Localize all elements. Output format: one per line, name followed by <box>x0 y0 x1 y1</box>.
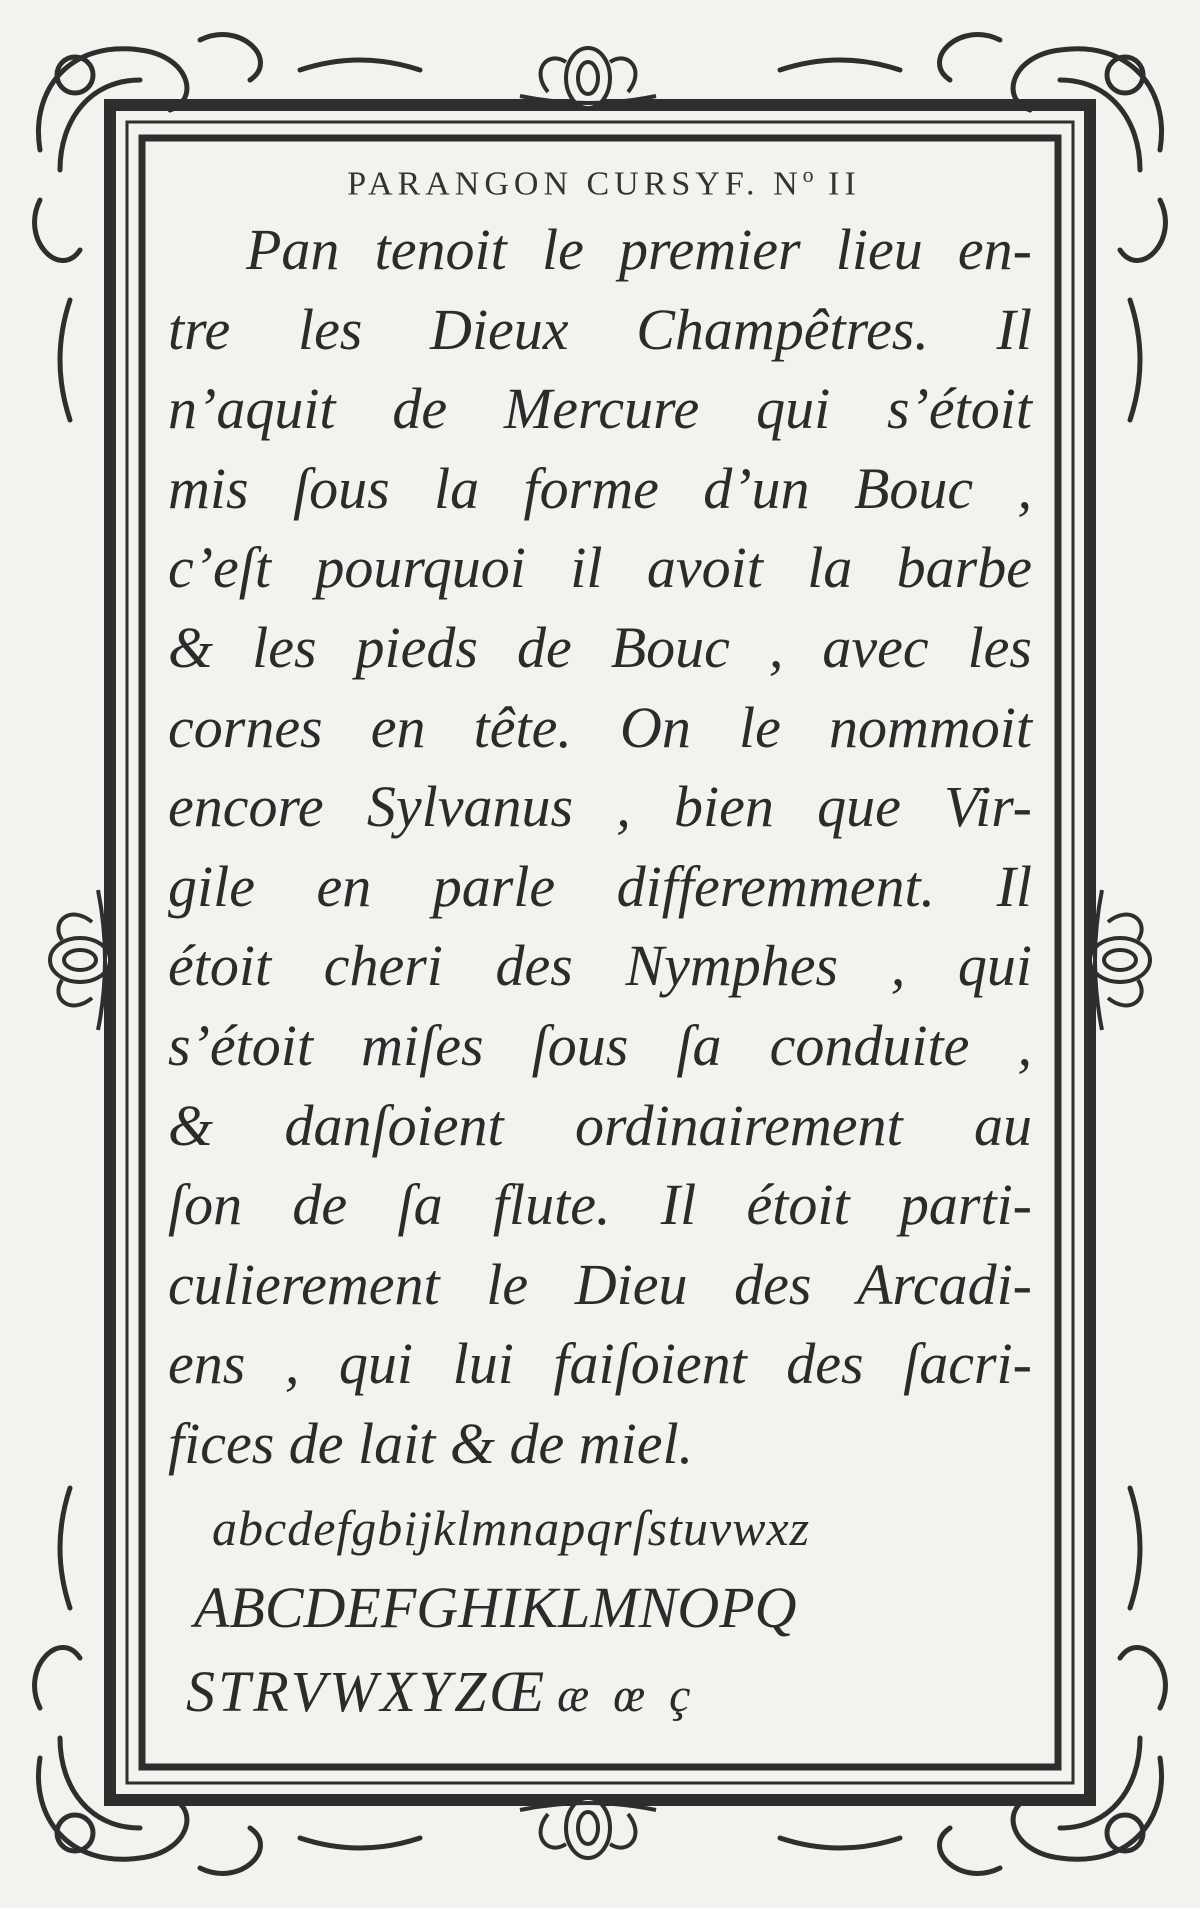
alphabet-ligatures: æ œ ç <box>557 1668 697 1722</box>
body-line: s’étoit miſes ſous ſa conduite , <box>168 1012 1032 1078</box>
body-text <box>168 210 1032 1484</box>
alphabet-lowercase: abcdefgbijklmnapqrſstuvwxz <box>212 1499 811 1556</box>
body-line: encore Sylvanus , bien que Vir- <box>168 774 1032 840</box>
heading-title: PARANGON CURSYF. <box>347 165 760 203</box>
alphabet-uppercase-row-1: ABCDEFGHIKLMNOPQ <box>194 1574 797 1640</box>
body-line: tre les Dieux Champêtres. Il <box>168 296 1032 362</box>
body-line: Pan tenoit le premier lieu en- <box>246 217 1032 282</box>
body-line: mis ſous la forme d’un Bouc , <box>168 455 1032 521</box>
body-line: ſon de ſa flute. Il étoit parti- <box>168 1172 1032 1238</box>
heading-numeral: II <box>828 165 861 203</box>
body-line: culierement le Dieu des Arcadi- <box>168 1251 1032 1317</box>
cartouche-icon <box>520 48 656 108</box>
heading-number-superscript: o <box>802 162 815 187</box>
cartouche-icon <box>520 1798 656 1858</box>
body-line: étoit cheri des Nymphes , qui <box>168 933 1032 999</box>
cartouche-icon <box>50 890 110 1030</box>
body-line: fices de lait & de miel. <box>168 1410 694 1476</box>
body-line: gile en parle differemment. Il <box>168 853 1032 919</box>
body-line: n’aquit de Mercure qui s’étoit <box>168 376 1032 442</box>
cartouche-icon <box>1090 890 1150 1030</box>
specimen-heading <box>176 150 1032 203</box>
body-line: & les pieds de Bouc , avec les <box>168 614 1032 680</box>
alphabet-uppercase-row-2 <box>168 1650 1032 1734</box>
body-line: c’eſt pourquoi il avoit la barbe <box>168 535 1032 601</box>
body-line: cornes en tête. On le nommoit <box>168 694 1032 760</box>
body-line: ens , qui lui faiſoient des ſacri- <box>168 1331 1032 1397</box>
alphabet-uppercase-row-2-letters: STRVWXYZŒ <box>186 1658 548 1724</box>
specimen-text-block <box>168 150 1032 1750</box>
body-line: & danſoient ordinairement au <box>168 1092 1032 1158</box>
heading-number-label: N <box>773 165 803 203</box>
